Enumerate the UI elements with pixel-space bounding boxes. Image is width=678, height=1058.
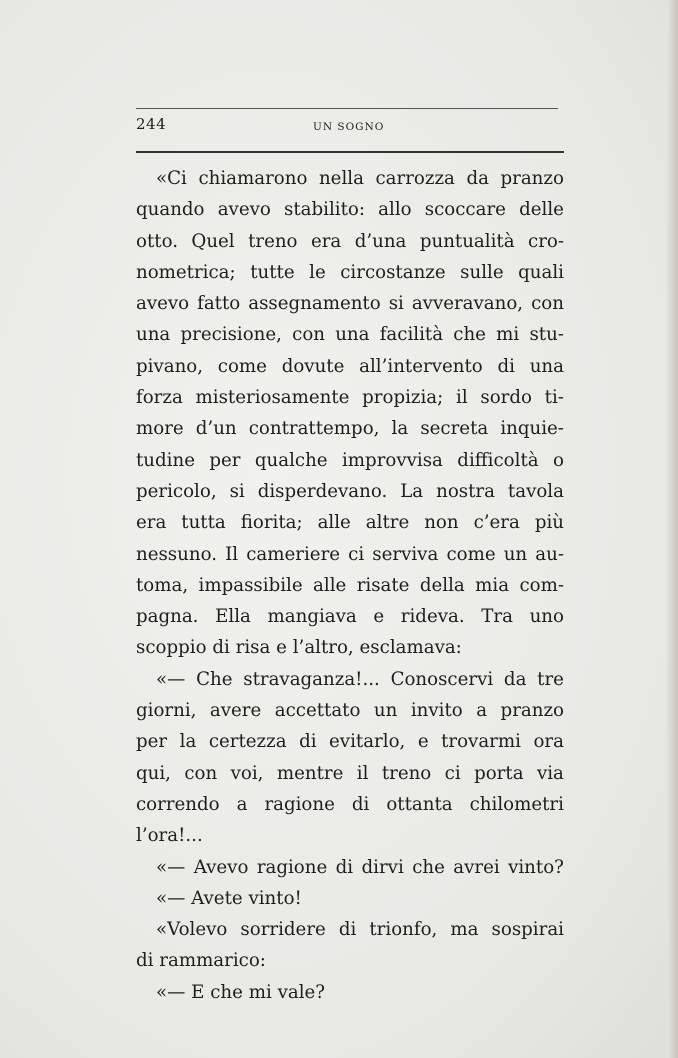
text-line: «— Che stravaganza!... Conoscervi da tre xyxy=(156,668,564,690)
text-line: di rammarico: xyxy=(136,950,266,972)
text-line: tudine per qualche improvvisa difficoltà o xyxy=(136,449,564,471)
text-line: otto. Quel treno era d’una puntualità cro- xyxy=(136,230,564,252)
text-line: era tutta fiorita; alle altre non c’era più xyxy=(136,512,564,534)
text-line: «— Avevo ragione di dirvi che avrei vinto? xyxy=(156,856,564,878)
text-line: «— Avete vinto! xyxy=(156,887,302,909)
text-line: nometrica; tutte le circostanze sulle quali xyxy=(136,261,564,283)
body-text xyxy=(136,163,564,1008)
running-title: UN SOGNO xyxy=(313,121,385,133)
text-line: more d’un contrattempo, la secreta inquie- xyxy=(136,418,564,440)
text-line: toma, impassibile alle risate della mia com- xyxy=(136,574,564,596)
text-line: una precisione, con una facilità che mi stu- xyxy=(136,324,564,346)
text-line: l’ora!... xyxy=(136,825,203,847)
text-line: qui, con voi, mentre il treno ci porta via xyxy=(136,762,564,784)
page-number: 244 xyxy=(136,115,167,133)
text-line: scoppio di risa e l’altro, esclamava: xyxy=(136,637,462,659)
text-line: per la certezza di evitarlo, e trovarmi ora xyxy=(136,731,564,753)
text-line: correndo a ragione di ottanta chilometri xyxy=(136,793,564,815)
text-line: pivano, come dovute all’intervento di una xyxy=(136,355,564,377)
text-line: pagna. Ella mangiava e rideva. Tra uno xyxy=(136,606,564,628)
header-bottom-rule xyxy=(136,151,564,153)
text-line: avevo fatto assegnamento si avveravano, con xyxy=(136,293,564,315)
text-line: «Ci chiamarono nella carrozza da pranzo xyxy=(156,168,564,189)
text-line: forza misteriosamente propizia; il sordo ti- xyxy=(136,387,564,409)
text-line: nessuno. Il cameriere ci serviva come un au- xyxy=(136,543,564,565)
text-line: «Volevo sorridere di trionfo, ma sospirai xyxy=(156,919,564,941)
text-line: giorni, avere accettato un invito a pranzo xyxy=(136,700,564,722)
text-line: «— E che mi vale? xyxy=(156,981,326,1003)
page-edge xyxy=(666,0,678,1058)
text-line: quando avevo stabilito: allo scoccare delle xyxy=(136,199,564,221)
header-top-rule xyxy=(136,108,558,109)
text-line: pericolo, si disperdevano. La nostra tavola xyxy=(136,480,564,502)
